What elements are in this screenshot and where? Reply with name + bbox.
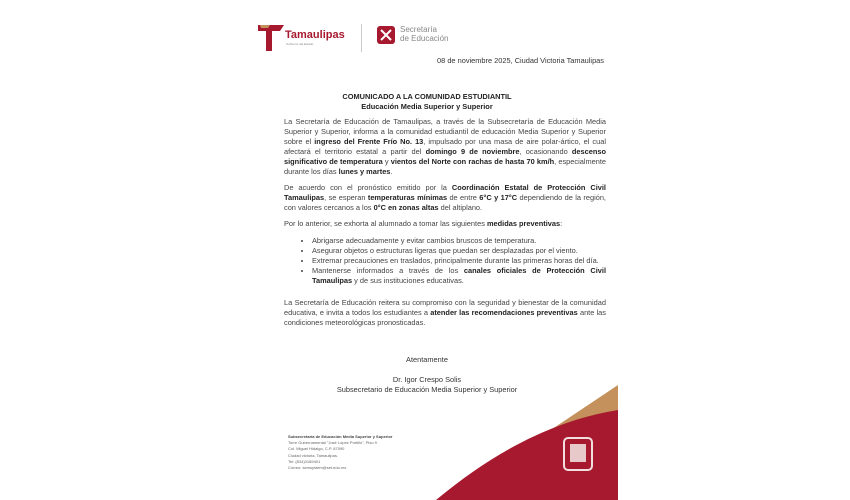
footer-org: Subsecretaría de Educación Media Superior y Superior <box>288 434 393 439</box>
list-item: • Asegurar objetos o estructuras ligeras que puedan ser desplazadas por el viento. <box>312 246 606 256</box>
logo-subtext: Gobierno del Estado <box>286 42 314 46</box>
logo-line2: de Educación <box>400 34 449 43</box>
logo-text: Tamaulipas <box>285 29 345 41</box>
paragraph-3: Por lo anterior, se exhorta al alumnado a tomar las siguientes medidas preventivas: <box>284 219 563 228</box>
date-place: 08 de noviembre 2025, Ciudad Victoria Tamaulipas <box>437 56 604 65</box>
signer-role: Subsecretario de Educación Media Superior y Superior <box>336 385 518 394</box>
footer-phone: Tel: (834)3189401 <box>288 458 321 464</box>
list-item: • Mantenerse informados a través de los canales oficiales de Protección Civil Tamaulipas y de sus instituciones educativas. <box>312 266 606 286</box>
coat-of-arms-icon <box>562 436 594 474</box>
signer-name: Dr. Igor Crespo Solis <box>392 375 462 384</box>
footer-colonia: Col. Miguel Hidalgo, C.P. 87090 <box>288 446 345 452</box>
footer-contact <box>288 434 392 471</box>
paragraph-2: De acuerdo con el pronóstico emitido por la Coordinación Estatal de Protección Civil Tamaulipas, se esperan temperaturas mínimas de entre 6°C y 17°C dependiendo de la región, con valores cercanos a los 0°C en zonas altas del altiplano. <box>284 183 606 212</box>
paragraph-1: La Secretaría de Educación de Tamaulipas, a través de la Subsecretaría de Educación Media Superior y Superior, informa a la comunidad estudiantil de educación Media Superior y Superior sobre el ingreso del Frente Frío No. 13, impulsado por una masa de aire polar-ártico, el cual afectará el territorio estatal a partir del domingo 9 de noviembre, ocasionando descenso significativo de temperatura y vientos del Norte con rachas de hasta 70 km/h, especialmente durante los días lunes y martes. <box>284 117 607 176</box>
footer-decoration <box>236 0 618 500</box>
document-page <box>236 0 618 500</box>
title: COMUNICADO A LA COMUNIDAD ESTUDIANTIL <box>342 92 512 101</box>
logo-line1: Secretaría <box>400 25 437 34</box>
footer-address: Torre Gubernamental "José López Portillo", Piso 9 <box>288 440 377 446</box>
footer-email: Correo: semsystem@set.edu.mx <box>288 465 347 471</box>
paragraph-4: La Secretaría de Educación reitera su compromiso con la seguridad y bienestar de la comunidad educativa, e invita a todos los estudiantes a atender las recomendaciones preventivas ante las condiciones meteorológicas pronosticadas. <box>284 298 606 327</box>
subtitle: Educación Media Superior y Superior <box>361 102 493 111</box>
list-item: • Abrigarse adecuadamente y evitar cambios bruscos de temperatura. <box>312 236 606 246</box>
footer-city: Ciudad victoria, Tamaulipas. <box>288 452 338 458</box>
list-item: • Extremar precauciones en traslados, principalmente durante las primeras horas del día. <box>312 256 606 266</box>
salutation: Atentamente <box>406 355 448 364</box>
